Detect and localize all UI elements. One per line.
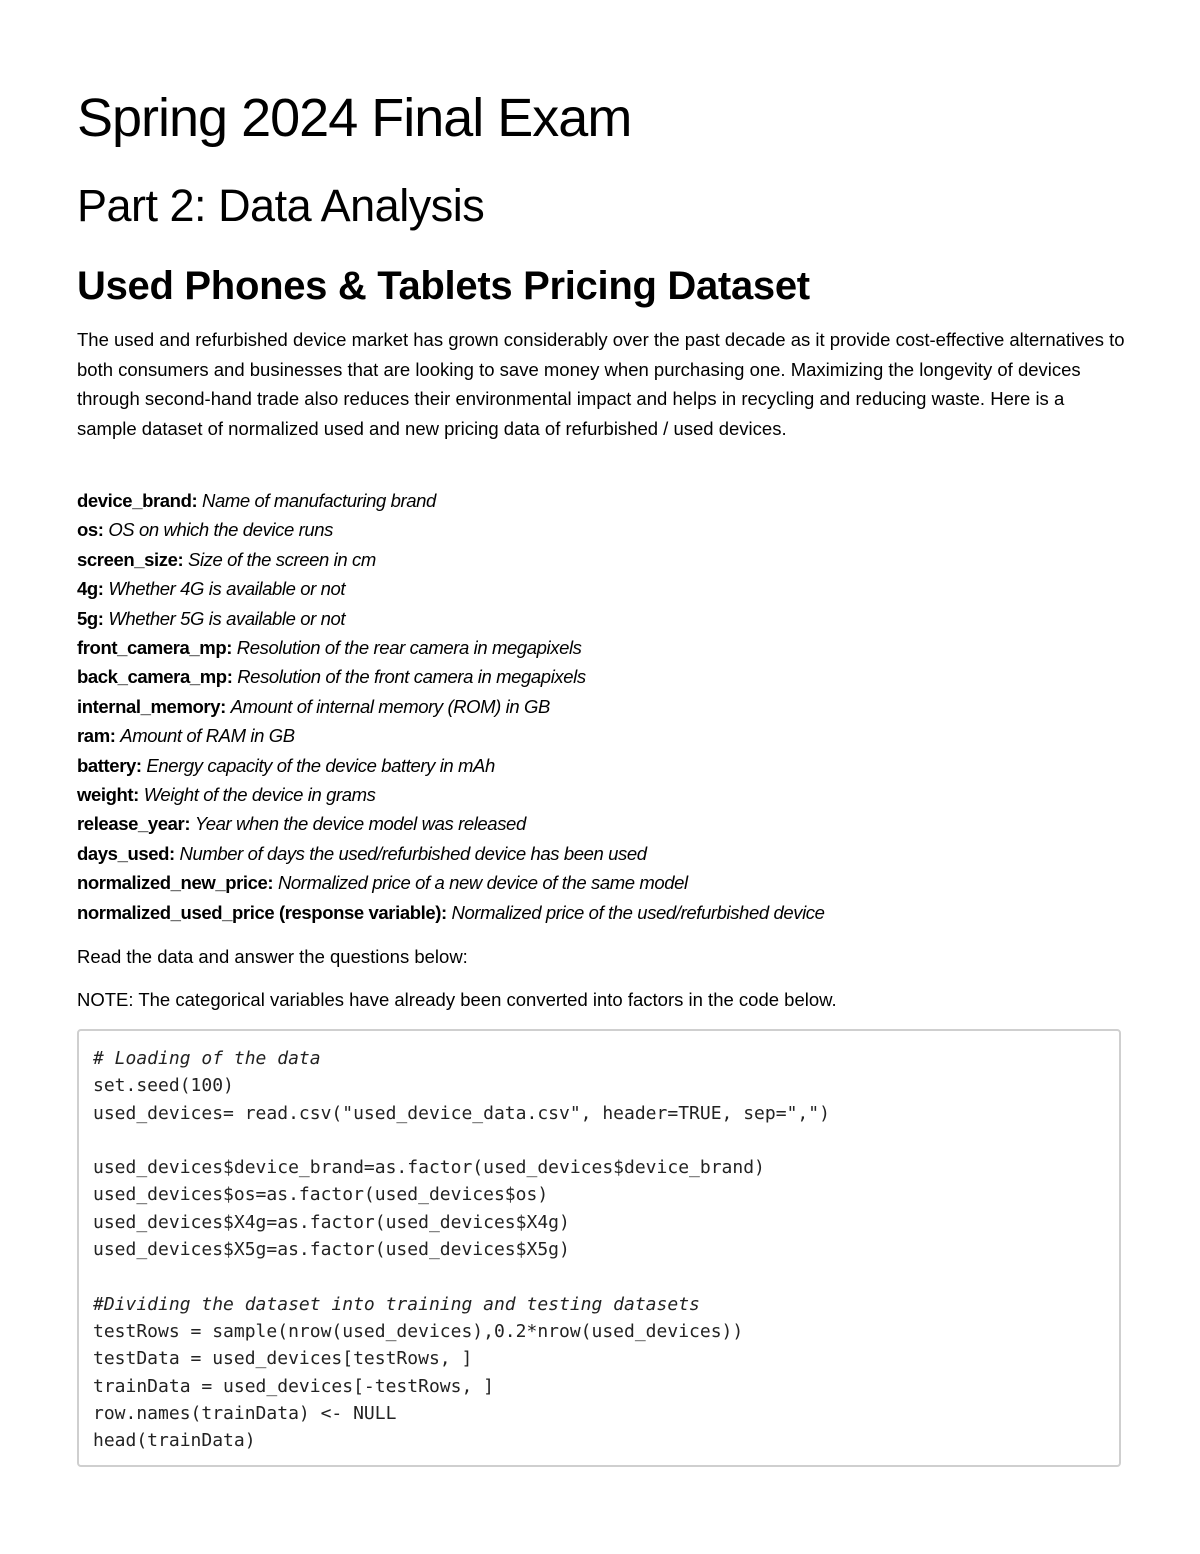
variable-item bbox=[77, 604, 825, 633]
variable-name: os: bbox=[77, 519, 104, 541]
variable-description: Size of the screen in cm bbox=[188, 548, 376, 570]
variable-item bbox=[77, 868, 825, 897]
variable-name: days_used: bbox=[77, 842, 175, 864]
variable-description: Whether 5G is available or not bbox=[108, 607, 346, 629]
variable-description: Normalized price of a new device of the same model bbox=[277, 872, 688, 894]
dataset-heading: Used Phones & Tablets Pricing Dataset bbox=[77, 264, 810, 308]
note-text: NOTE: The categorical variables have already been converted into factors in the code below. bbox=[77, 989, 837, 1010]
code-line: testRows = sample(nrow(used_devices),0.2*nrow(used_devices)) bbox=[93, 1320, 744, 1342]
variable-description: Year when the device model was released bbox=[194, 813, 526, 835]
variable-item bbox=[77, 751, 825, 780]
variable-name: 5g: bbox=[77, 607, 104, 629]
variable-description: Energy capacity of the device battery in mAh bbox=[146, 754, 495, 776]
variable-name: battery: bbox=[77, 754, 142, 776]
code-line bbox=[93, 1263, 1119, 1290]
variable-description: OS on which the device runs bbox=[108, 519, 333, 541]
variable-description: Number of days the used/refurbished device has been used bbox=[179, 842, 647, 864]
code-line: used_devices= read.csv("used_device_data.csv", header=TRUE, sep=",") bbox=[93, 1102, 830, 1124]
variable-name: screen_size: bbox=[77, 548, 184, 570]
code-line: used_devices$X4g=as.factor(used_devices$X4g) bbox=[93, 1211, 570, 1233]
variable-description: Resolution of the rear camera in megapixels bbox=[236, 637, 582, 659]
code-line: head(trainData) bbox=[93, 1430, 256, 1452]
variable-name: weight: bbox=[77, 784, 139, 806]
variable-name: normalized_used_price (response variable): bbox=[77, 901, 447, 923]
variable-item bbox=[77, 633, 825, 662]
variable-item bbox=[77, 545, 825, 574]
code-comment-line: # Loading of the data bbox=[93, 1048, 321, 1069]
intro-paragraph: The used and refurbished device market has grown considerably over the past decade as it provide cost-effective alternatives to both consumers and businesses that are looking to save money when purchasing one. Maximizing the longevity of devices through second-hand trade also reduces their environmental impact and helps in recycling and reducing waste. Here is a sample dataset of normalized used and new pricing data of refurbished / used devices. bbox=[77, 329, 1125, 439]
code-line: row.names(trainData) <- NULL bbox=[93, 1402, 397, 1424]
code-line: set.seed(100) bbox=[93, 1075, 234, 1097]
variable-name: internal_memory: bbox=[77, 695, 226, 717]
variable-item bbox=[77, 780, 825, 809]
variable-item bbox=[77, 692, 825, 721]
instructions-text: Read the data and answer the questions below: bbox=[77, 946, 468, 967]
variable-item bbox=[77, 515, 825, 544]
code-line: used_devices$device_brand=as.factor(used_devices$device_brand) bbox=[93, 1157, 765, 1179]
variable-name: device_brand: bbox=[77, 490, 198, 511]
code-comment-line: #Dividing the dataset into training and testing datasets bbox=[93, 1293, 700, 1315]
code-line bbox=[93, 1127, 1119, 1154]
code-line: trainData = used_devices[-testRows, ] bbox=[93, 1375, 494, 1397]
variable-item bbox=[77, 809, 825, 838]
variable-description: Name of manufacturing brand bbox=[202, 490, 436, 511]
variable-description: Normalized price of the used/refurbished device bbox=[451, 901, 825, 923]
variable-item bbox=[77, 898, 825, 927]
variable-name: normalized_new_price: bbox=[77, 872, 274, 894]
code-block bbox=[77, 1029, 1121, 1467]
variable-list bbox=[77, 486, 825, 927]
variable-name: 4g: bbox=[77, 578, 104, 600]
variable-description: Amount of internal memory (ROM) in GB bbox=[230, 695, 550, 717]
variable-item bbox=[77, 721, 825, 750]
variable-description: Weight of the device in grams bbox=[143, 784, 376, 806]
variable-name: ram: bbox=[77, 725, 116, 747]
variable-description: Resolution of the front camera in megapixels bbox=[237, 666, 586, 688]
code-line: used_devices$os=as.factor(used_devices$os) bbox=[93, 1184, 549, 1206]
variable-item bbox=[77, 839, 825, 868]
part-heading: Part 2: Data Analysis bbox=[77, 180, 485, 231]
code-line: testData = used_devices[testRows, ] bbox=[93, 1348, 473, 1370]
variable-description: Amount of RAM in GB bbox=[120, 725, 295, 747]
code-line: used_devices$X5g=as.factor(used_devices$X5g) bbox=[93, 1239, 570, 1261]
variable-item bbox=[77, 662, 825, 691]
variable-name: front_camera_mp: bbox=[77, 637, 233, 659]
variable-item bbox=[77, 486, 825, 515]
page-title: Spring 2024 Final Exam bbox=[77, 88, 632, 148]
variable-name: back_camera_mp: bbox=[77, 666, 233, 688]
variable-description: Whether 4G is available or not bbox=[108, 578, 346, 600]
variable-item bbox=[77, 574, 825, 603]
variable-name: release_year: bbox=[77, 813, 191, 835]
